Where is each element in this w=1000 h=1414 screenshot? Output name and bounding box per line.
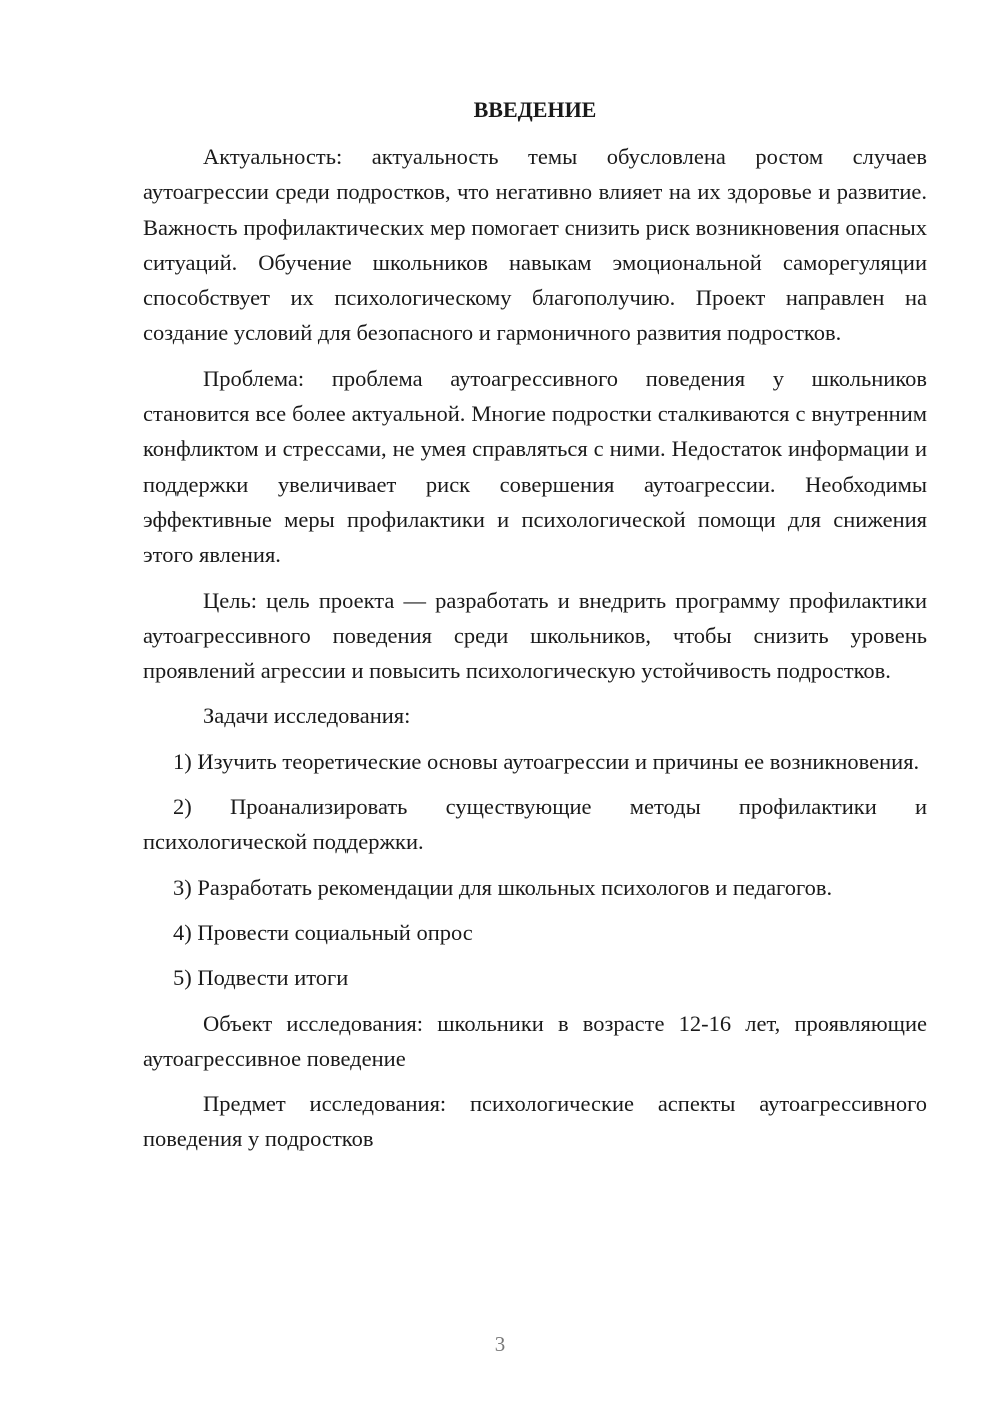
task-item-4: 4) Провести социальный опрос [173,919,473,945]
paragraph-goal: Цель: цель проекта — разработать и внедрить программу профилактики аутоагрессивного поведения среди школьников, чтобы снизить уровень проявлений агрессии и повысить психологическую устойчивость подростков. [143,587,927,684]
document-page [143,92,927,1167]
task-item-2: 2) Проанализировать существующие методы профилактики и психологической поддержки. [143,794,927,855]
task-item-3: 3) Разработать рекомендации для школьных психологов и педагогов. [173,874,833,900]
paragraph-object: Объект исследования: школьники в возрасте 12-16 лет, проявляющие аутоагрессивное поведение [143,1010,927,1071]
task-item-1: 1) Изучить теоретические основы аутоагрессии и причины ее возникновения. [173,748,920,774]
task-item-5: 5) Подвести итоги [173,965,349,991]
paragraph-subject: Предмет исследования: психологические аспекты аутоагрессивного поведения у подростков [143,1091,927,1152]
page-title: ВВЕДЕНИЕ [473,97,597,122]
paragraph-problem: Проблема: проблема аутоагрессивного поведения у школьников становится все более актуальной. Многие подростки сталкиваются с внутренним конфликтом и стрессами, не умея справляться с ними. Недостаток информации и поддержки увеличивает риск совершения аутоагрессии. Необходимы эффективные меры профилактики и психологической помощи для снижения этого явления. [143,365,927,568]
paragraph-relevance: Актуальность: актуальность темы обусловлена ростом случаев аутоагрессии среди подростков, что негативно влияет на их здоровье и развитие. Важность профилактических мер помогает снизить риск возникновения опасных ситуаций. Обучение школьников навыкам эмоциональной саморегуляции способствует их психологическому благополучию. Проект направлен на создание условий для безопасного и гармоничного развития подростков. [143,144,927,346]
page-number: 3 [494,1332,506,1356]
tasks-heading: Задачи исследования: [203,703,411,729]
